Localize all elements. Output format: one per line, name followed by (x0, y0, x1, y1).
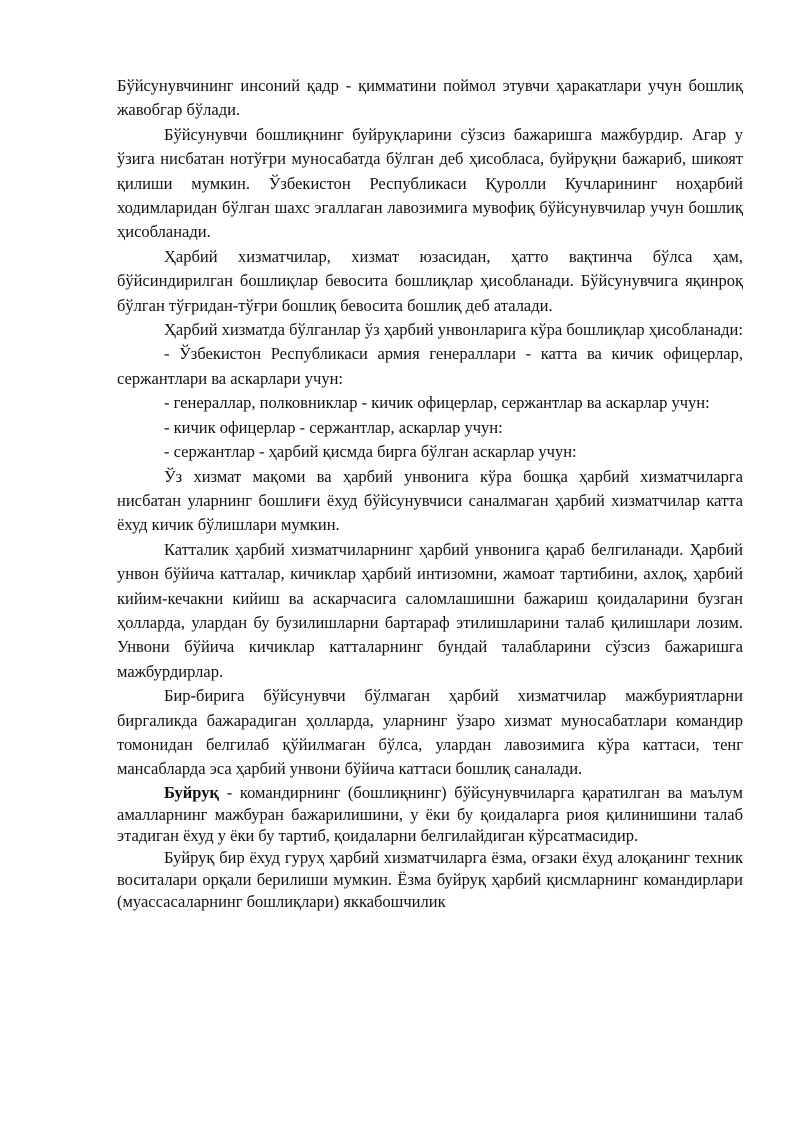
list-item: - сержантлар - ҳарбий қисмда бирга бўлган аскарлар учун: (164, 442, 577, 462)
definition-text: - командирнинг (бошлиқнинг) бўйсунувчиларга қаратилган ва маълум амалларнинг мажбуран бажарилишини, у ёки бу қоидаларга риоя қилинишини талаб этадиган ёхуд у ёки бу тартиб, қоидаларни белгилайдиган кўрсатмасидир. (117, 782, 743, 846)
paragraph-joint-duties: Бир-бирига бўйсунувчи бўлмаган ҳарбий хизматчилар мажбуриятларни биргаликда бажарадиган ҳолларда, уларнинг ўзаро хизмат муносабатлари командир томонидан белгилаб қўйилмаган бўлса, улардан лавозимига кўра каттаси, тенг мансабларда эса ҳарбий унвони бўйича каттаси бошлиқ саналади. (117, 686, 743, 779)
paragraph-seniority: Катталик ҳарбий хизматчиларнинг ҳарбий унвонига қараб белгиланади. Ҳарбий унвон бўйича катталар, кичиклар ҳарбий интизомни, жамоат тартибини, ахлоқ, ҳарбий кийим-кечакни кийиш ва аскарчасига саломлашишни бажариш қоидаларини бузган ҳолларда, улардан бу бузилишларни бартараф этилишларини талаб қилишлари лозим. Унвони бўйича кичиклар катталарнинг бундай талабларини сўзсиз бажаришга мажбурдирлар. (117, 539, 743, 681)
list-item: - Ўзбекистон Республикаси армия генераллари - катта ва кичик офицерлар, сержантлари ва аскарлари учун: (117, 344, 743, 388)
list-item: - кичик офицерлар - сержантлар, аскарлар учун: (164, 417, 503, 437)
paragraph-direct-superiors: Ҳарбий хизматчилар, хизмат юзасидан, ҳатто вақтинча бўлса ҳам, бўйсиндирилган бошлиқлар бевосита бошлиқлар ҳисобланади. Бўйсунувчига яқинроқ бўлган тўғридан-тўғри бошлиқ бевосита бошлиқ деб аталади. (117, 246, 743, 315)
paragraph-commander-responsibility: Бўйсунувчининг инсоний қадр - қимматини поймол этувчи ҳаракатлари учун бошлиқ жавобгар бўлади. (117, 76, 743, 120)
paragraph-obey-orders: Бўйсунувчи бошлиқнинг буйруқларини сўзсиз бажаришга мажбурдир. Агар у ўзига нисбатан нотўғри муносабатда бўлган деб ҳисобласа, буйруқни бажариб, шикоят қилиши мумкин. Ўзбекистон Республикаси Қуролли Кучларининг ноҳарбий ходимларидан бўлган шахс эгаллаган лавозимига мувофиқ бўйсунувчилар учун бошлиқ ҳисобланади. (117, 124, 743, 242)
paragraph-rank-superiors: Ҳарбий хизматда бўлганлар ўз ҳарбий унвонларига кўра бошлиқлар ҳисобланади: (164, 320, 743, 340)
definition-term: Буйруқ (164, 782, 219, 802)
paragraph-order-forms: Буйруқ бир ёхуд гуруҳ ҳарбий хизматчиларга ёзма, оғзаки ёхуд алоқанинг техник воситалари орқали берилиши мумкин. Ёзма буйруқ ҳарбий қисмларнинг командирлари (муассасаларнинг бошлиқлари) яккабошчилик (117, 848, 743, 911)
paragraph-order-definition (117, 782, 743, 847)
paragraph-senior-junior: Ўз хизмат мақоми ва ҳарбий унвонига кўра бошқа ҳарбий хизматчиларга нисбатан уларнинг бошлиғи ёхуд бўйсунувчиси саналмаган ҳарбий хизматчилар катта ёхуд кичик бўлишлари мумкин. (117, 466, 743, 535)
list-item: - генераллар, полковниклар - кичик офицерлар, сержантлар ва аскарлар учун: (164, 393, 710, 413)
document-page (117, 74, 743, 913)
